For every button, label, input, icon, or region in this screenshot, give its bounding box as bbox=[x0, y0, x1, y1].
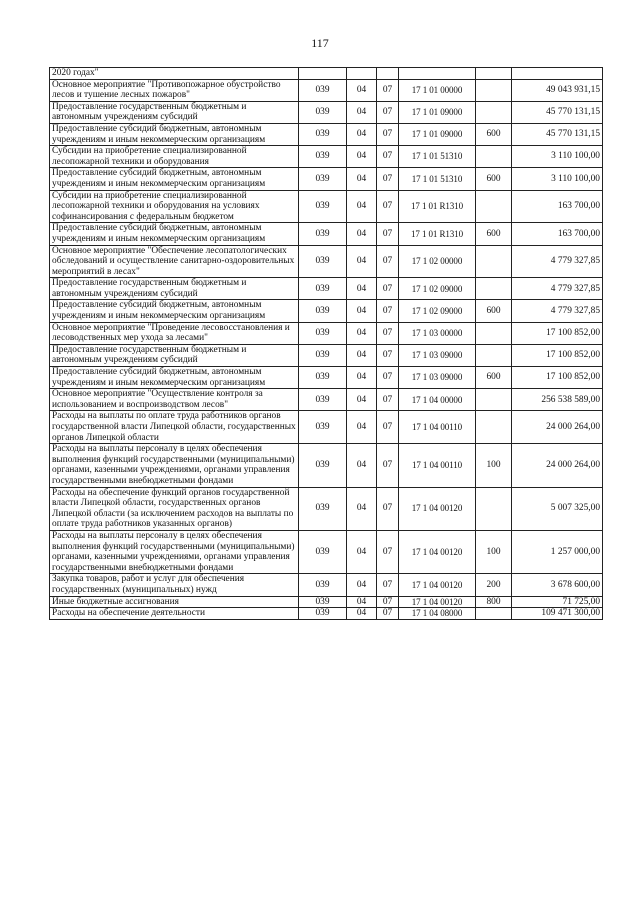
amount-cell: 163 700,00 bbox=[512, 223, 603, 245]
item-name-cell: Предоставление государственным бюджетным и автономным учреждениям субсидий bbox=[50, 101, 299, 123]
grbs-code-cell bbox=[299, 68, 347, 80]
table-row bbox=[50, 190, 603, 223]
section-code-cell: 04 bbox=[347, 596, 377, 608]
expense-type-code-cell bbox=[476, 146, 512, 168]
section-code-cell: 04 bbox=[347, 245, 377, 278]
amount-cell: 17 100 852,00 bbox=[512, 344, 603, 366]
subsection-code-cell: 07 bbox=[377, 596, 399, 608]
subsection-code-cell: 07 bbox=[377, 146, 399, 168]
target-article-code-cell: 17 1 04 00120 bbox=[399, 574, 476, 596]
subsection-code-cell: 07 bbox=[377, 444, 399, 487]
expense-type-code-cell bbox=[476, 101, 512, 123]
table-row bbox=[50, 322, 603, 344]
amount-cell: 3 678 600,00 bbox=[512, 574, 603, 596]
amount-cell: 24 000 264,00 bbox=[512, 444, 603, 487]
subsection-code-cell: 07 bbox=[377, 278, 399, 300]
table-row bbox=[50, 223, 603, 245]
section-code-cell: 04 bbox=[347, 530, 377, 573]
item-name-cell: Расходы на обеспечение функций органов государственной власти Липецкой области, государственных органов Липецкой области (за исключением расходов на выплаты по оплате труда работников указанных органов) bbox=[50, 487, 299, 530]
target-article-code-cell: 17 1 04 00120 bbox=[399, 530, 476, 573]
subsection-code-cell: 07 bbox=[377, 344, 399, 366]
amount-cell: 4 779 327,85 bbox=[512, 278, 603, 300]
amount-cell: 109 471 300,00 bbox=[512, 608, 603, 620]
expense-type-code-cell bbox=[476, 68, 512, 80]
table-row bbox=[50, 245, 603, 278]
grbs-code-cell: 039 bbox=[299, 322, 347, 344]
grbs-code-cell: 039 bbox=[299, 168, 347, 190]
expense-type-code-cell: 200 bbox=[476, 574, 512, 596]
table-row bbox=[50, 389, 603, 411]
target-article-code-cell: 17 1 04 00120 bbox=[399, 487, 476, 530]
grbs-code-cell: 039 bbox=[299, 608, 347, 620]
item-name-cell: 2020 годах" bbox=[50, 68, 299, 80]
subsection-code-cell: 07 bbox=[377, 101, 399, 123]
table-row bbox=[50, 487, 603, 530]
expense-type-code-cell bbox=[476, 487, 512, 530]
section-code-cell: 04 bbox=[347, 300, 377, 322]
amount-cell: 4 779 327,85 bbox=[512, 300, 603, 322]
subsection-code-cell: 07 bbox=[377, 608, 399, 620]
grbs-code-cell: 039 bbox=[299, 101, 347, 123]
subsection-code-cell: 07 bbox=[377, 168, 399, 190]
item-name-cell: Расходы на выплаты персоналу в целях обеспечения выполнения функций государственными (муниципальными) органами, казенными учреждениями, органами управления государственными внебюджетными фондами bbox=[50, 530, 299, 573]
expense-type-code-cell bbox=[476, 190, 512, 223]
target-article-code-cell: 17 1 03 09000 bbox=[399, 367, 476, 389]
amount-cell: 17 100 852,00 bbox=[512, 367, 603, 389]
target-article-code-cell: 17 1 03 00000 bbox=[399, 322, 476, 344]
expense-type-code-cell bbox=[476, 79, 512, 101]
expense-type-code-cell: 600 bbox=[476, 367, 512, 389]
amount-cell: 5 007 325,00 bbox=[512, 487, 603, 530]
grbs-code-cell: 039 bbox=[299, 300, 347, 322]
grbs-code-cell: 039 bbox=[299, 367, 347, 389]
target-article-code-cell bbox=[399, 68, 476, 80]
table-row bbox=[50, 367, 603, 389]
amount-cell: 45 770 131,15 bbox=[512, 101, 603, 123]
section-code-cell: 04 bbox=[347, 101, 377, 123]
section-code-cell: 04 bbox=[347, 168, 377, 190]
expense-type-code-cell bbox=[476, 608, 512, 620]
section-code-cell: 04 bbox=[347, 444, 377, 487]
item-name-cell: Расходы на выплаты по оплате труда работников органов государственной власти Липецкой области, государственных органов Липецкой области bbox=[50, 411, 299, 444]
section-code-cell: 04 bbox=[347, 344, 377, 366]
amount-cell: 1 257 000,00 bbox=[512, 530, 603, 573]
grbs-code-cell: 039 bbox=[299, 444, 347, 487]
section-code-cell: 04 bbox=[347, 278, 377, 300]
section-code-cell: 04 bbox=[347, 389, 377, 411]
item-name-cell: Предоставление субсидий бюджетным, автономным учреждениям и иным некоммерческим организациям bbox=[50, 223, 299, 245]
target-article-code-cell: 17 1 01 09000 bbox=[399, 101, 476, 123]
table-row bbox=[50, 300, 603, 322]
section-code-cell: 04 bbox=[347, 223, 377, 245]
item-name-cell: Предоставление субсидий бюджетным, автономным учреждениям и иным некоммерческим организациям bbox=[50, 367, 299, 389]
target-article-code-cell: 17 1 02 09000 bbox=[399, 278, 476, 300]
subsection-code-cell: 07 bbox=[377, 530, 399, 573]
amount-cell: 3 110 100,00 bbox=[512, 168, 603, 190]
target-article-code-cell: 17 1 04 00110 bbox=[399, 444, 476, 487]
item-name-cell: Субсидии на приобретение специализированной лесопожарной техники и оборудования bbox=[50, 146, 299, 168]
grbs-code-cell: 039 bbox=[299, 530, 347, 573]
expense-type-code-cell bbox=[476, 344, 512, 366]
expense-type-code-cell bbox=[476, 278, 512, 300]
item-name-cell: Основное мероприятие "Обеспечение лесопатологических обследований и осуществление санитарно-оздоровительных мероприятий в лесах" bbox=[50, 245, 299, 278]
table-row bbox=[50, 596, 603, 608]
table-row bbox=[50, 68, 603, 80]
section-code-cell: 04 bbox=[347, 79, 377, 101]
amount-cell: 17 100 852,00 bbox=[512, 322, 603, 344]
target-article-code-cell: 17 1 02 09000 bbox=[399, 300, 476, 322]
target-article-code-cell: 17 1 01 R1310 bbox=[399, 190, 476, 223]
table-row bbox=[50, 278, 603, 300]
item-name-cell: Предоставление государственным бюджетным и автономным учреждениям субсидий bbox=[50, 344, 299, 366]
expense-type-code-cell: 800 bbox=[476, 596, 512, 608]
table-row bbox=[50, 411, 603, 444]
expense-type-code-cell: 600 bbox=[476, 168, 512, 190]
grbs-code-cell: 039 bbox=[299, 389, 347, 411]
expense-type-code-cell: 600 bbox=[476, 300, 512, 322]
expense-type-code-cell: 600 bbox=[476, 123, 512, 145]
amount-cell: 4 779 327,85 bbox=[512, 245, 603, 278]
target-article-code-cell: 17 1 01 00000 bbox=[399, 79, 476, 101]
grbs-code-cell: 039 bbox=[299, 574, 347, 596]
grbs-code-cell: 039 bbox=[299, 596, 347, 608]
amount-cell: 163 700,00 bbox=[512, 190, 603, 223]
table-row bbox=[50, 444, 603, 487]
grbs-code-cell: 039 bbox=[299, 79, 347, 101]
section-code-cell: 04 bbox=[347, 608, 377, 620]
item-name-cell: Субсидии на приобретение специализированной лесопожарной техники и оборудования на условиях софинансирования с федеральным бюджетом bbox=[50, 190, 299, 223]
item-name-cell: Закупка товаров, работ и услуг для обеспечения государственных (муниципальных) нужд bbox=[50, 574, 299, 596]
item-name-cell: Предоставление субсидий бюджетным, автономным учреждениям и иным некоммерческим организациям bbox=[50, 168, 299, 190]
table-row bbox=[50, 79, 603, 101]
item-name-cell: Иные бюджетные ассигнования bbox=[50, 596, 299, 608]
grbs-code-cell: 039 bbox=[299, 146, 347, 168]
table-row bbox=[50, 530, 603, 573]
table-row bbox=[50, 146, 603, 168]
section-code-cell: 04 bbox=[347, 322, 377, 344]
grbs-code-cell: 039 bbox=[299, 487, 347, 530]
table-body bbox=[50, 68, 603, 620]
grbs-code-cell: 039 bbox=[299, 190, 347, 223]
subsection-code-cell: 07 bbox=[377, 123, 399, 145]
item-name-cell: Предоставление субсидий бюджетным, автономным учреждениям и иным некоммерческим организациям bbox=[50, 300, 299, 322]
target-article-code-cell: 17 1 04 08000 bbox=[399, 608, 476, 620]
page-number: 117 bbox=[311, 36, 329, 50]
item-name-cell: Расходы на обеспечение деятельности bbox=[50, 608, 299, 620]
section-code-cell: 04 bbox=[347, 487, 377, 530]
subsection-code-cell: 07 bbox=[377, 411, 399, 444]
expense-type-code-cell bbox=[476, 389, 512, 411]
amount-cell: 256 538 589,00 bbox=[512, 389, 603, 411]
subsection-code-cell: 07 bbox=[377, 487, 399, 530]
amount-cell: 3 110 100,00 bbox=[512, 146, 603, 168]
subsection-code-cell: 07 bbox=[377, 389, 399, 411]
item-name-cell: Предоставление субсидий бюджетным, автономным учреждениям и иным некоммерческим организациям bbox=[50, 123, 299, 145]
subsection-code-cell bbox=[377, 68, 399, 80]
target-article-code-cell: 17 1 04 00120 bbox=[399, 596, 476, 608]
expense-type-code-cell: 100 bbox=[476, 444, 512, 487]
subsection-code-cell: 07 bbox=[377, 322, 399, 344]
expense-type-code-cell bbox=[476, 322, 512, 344]
item-name-cell: Основное мероприятие "Проведение лесовосстановления и лесоводственных мер ухода за лесами" bbox=[50, 322, 299, 344]
expense-type-code-cell bbox=[476, 411, 512, 444]
target-article-code-cell: 17 1 04 00000 bbox=[399, 389, 476, 411]
expense-type-code-cell: 100 bbox=[476, 530, 512, 573]
target-article-code-cell: 17 1 01 R1310 bbox=[399, 223, 476, 245]
amount-cell: 71 725,00 bbox=[512, 596, 603, 608]
grbs-code-cell: 039 bbox=[299, 411, 347, 444]
grbs-code-cell: 039 bbox=[299, 123, 347, 145]
subsection-code-cell: 07 bbox=[377, 223, 399, 245]
grbs-code-cell: 039 bbox=[299, 245, 347, 278]
target-article-code-cell: 17 1 01 51310 bbox=[399, 146, 476, 168]
grbs-code-cell: 039 bbox=[299, 344, 347, 366]
section-code-cell: 04 bbox=[347, 411, 377, 444]
table-row bbox=[50, 123, 603, 145]
table-row bbox=[50, 608, 603, 620]
table-row bbox=[50, 101, 603, 123]
section-code-cell: 04 bbox=[347, 367, 377, 389]
amount-cell: 45 770 131,15 bbox=[512, 123, 603, 145]
section-code-cell bbox=[347, 68, 377, 80]
subsection-code-cell: 07 bbox=[377, 367, 399, 389]
section-code-cell: 04 bbox=[347, 146, 377, 168]
table-row bbox=[50, 344, 603, 366]
subsection-code-cell: 07 bbox=[377, 300, 399, 322]
section-code-cell: 04 bbox=[347, 574, 377, 596]
subsection-code-cell: 07 bbox=[377, 190, 399, 223]
amount-cell: 24 000 264,00 bbox=[512, 411, 603, 444]
item-name-cell: Расходы на выплаты персоналу в целях обеспечения выполнения функций государственными (муниципальными) органами, казенными учреждениями, органами управления государственными внебюджетными фондами bbox=[50, 444, 299, 487]
table-row bbox=[50, 168, 603, 190]
grbs-code-cell: 039 bbox=[299, 223, 347, 245]
expense-type-code-cell bbox=[476, 245, 512, 278]
section-code-cell: 04 bbox=[347, 123, 377, 145]
amount-cell bbox=[512, 68, 603, 80]
table-row bbox=[50, 574, 603, 596]
grbs-code-cell: 039 bbox=[299, 278, 347, 300]
section-code-cell: 04 bbox=[347, 190, 377, 223]
target-article-code-cell: 17 1 02 00000 bbox=[399, 245, 476, 278]
target-article-code-cell: 17 1 01 51310 bbox=[399, 168, 476, 190]
target-article-code-cell: 17 1 04 00110 bbox=[399, 411, 476, 444]
target-article-code-cell: 17 1 01 09000 bbox=[399, 123, 476, 145]
subsection-code-cell: 07 bbox=[377, 574, 399, 596]
item-name-cell: Основное мероприятие "Противопожарное обустройство лесов и тушение лесных пожаров" bbox=[50, 79, 299, 101]
item-name-cell: Предоставление государственным бюджетным и автономным учреждениям субсидий bbox=[50, 278, 299, 300]
amount-cell: 49 043 931,15 bbox=[512, 79, 603, 101]
subsection-code-cell: 07 bbox=[377, 245, 399, 278]
expense-type-code-cell: 600 bbox=[476, 223, 512, 245]
subsection-code-cell: 07 bbox=[377, 79, 399, 101]
target-article-code-cell: 17 1 03 09000 bbox=[399, 344, 476, 366]
budget-table bbox=[49, 67, 603, 620]
item-name-cell: Основное мероприятие "Осуществление контроля за использованием и воспроизводством лесов" bbox=[50, 389, 299, 411]
